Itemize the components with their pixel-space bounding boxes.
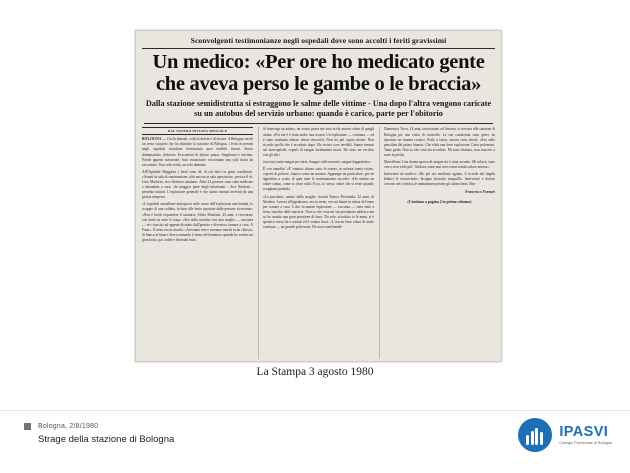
dateline: BOLOGNA —	[142, 137, 167, 142]
logo-text	[559, 425, 612, 446]
paragraph	[142, 137, 253, 168]
ipasvi-logo	[518, 418, 612, 452]
paragraph: tracciati, tanto sangue per terra. Sangue sulle macerie, sangue dappertutto».	[263, 160, 372, 164]
paragraph: All'Ospedale Maggiore i feriti sono 44, di cui dieci in gravi condizioni. «Avanti in sala di rianimazione, altri ancora in sala operatoria», precisa il dr. Lino Marfioni, vice direttore sanitario. Altre 22 persone sono state medicate e rimandate a casa. «In maggior parte degli infortunati – dice Nardoni – presenta ustioni. L'esplosione generale è che siamo rimasti investiti da una grossa tempesta.	[142, 169, 253, 200]
article-column-1	[142, 127, 253, 359]
article-column-2	[258, 127, 374, 359]
article-headline	[141, 52, 496, 95]
paragraph: Si interroga un attimo, un vostro passa nei suoi occhi ancora colmi di quegli attimi: «Poi me è è stata anche una scossa. Un esplosione — continua — ed è stato sostituita adesso ritirai retrocesii. Non ho più capito niente. Non ricordo quello che è accaduto dopo. Ho rivisto cose terribili. Siamo rimasti sul marciapiede, coperti di sangue lordamento morti. Ho visto un vecchio con gli altri	[263, 127, 374, 157]
headline-line-2: che aveva perso le gambe o le braccia»	[155, 72, 482, 95]
column-byline: DAL NOSTRO INVIATO SPECIALE	[142, 127, 253, 135]
footer-title: Strage della stazione di Bologna	[38, 434, 175, 445]
page-footer	[0, 410, 630, 473]
paragraph: Marcellano. Una donna sporca di sangue mi è stata accanto. Mi urlava, sono cieco, non vedo più'. Gridava come non avevo mai sentito urlare ancora».	[384, 160, 495, 170]
article-kicker: Sconvolgenti testimonianze negli ospedali dove sono accolti i feriti gravissimi	[142, 36, 495, 49]
bullet-marker-icon	[24, 423, 31, 430]
logo-subtitle: Collegio Provinciale di Bologna	[559, 441, 612, 446]
paragraph: Domenico Triva, 24 anni, terrorizzato ad Ancona, si trovava alla stazione di Bologna per una visita di controllo. Le sue condizioni sono gravi, ha riportato un trauma cranico. Parla a fatica, ancora sotto shock: «Ero sulla pensilina del primo binario. Che sfida una forte esplosione. Certo polveroni. Tante grida. Non so che cosa sia accaduto. Mi sono sbattuto, non riuscivo a stare in piedi».	[384, 127, 495, 157]
newspaper-clipping	[135, 30, 502, 362]
article-signature: Francesco Fornari	[465, 190, 495, 195]
footer-text-block	[38, 423, 174, 445]
logo-mark-icon	[518, 418, 552, 452]
clipping-content	[140, 34, 497, 358]
article-columns	[140, 127, 497, 359]
logo-name: IPASVI	[559, 423, 609, 440]
footer-meta: Bologna, 2/8/1980	[38, 423, 99, 430]
headline-line-1: Un medico: «Per ore ho medicato gente	[152, 51, 485, 73]
paragraph-text: Occhi sbarrati, volti di dolore e di terrore. A Bologna cerchi un terzo sciopero che ha distrutto la stazione di Bologna, i feriti ricoverati negli ospedali ricordano terrorizzato quei terribili istanti. Storie drammatiche, dolorose. Evocazioni di dolore, paura. Singhiozzi e lacrime. Parole appena sussurrate, frasi smozzicate: raccontano una sola storia da raccontare. Una sola verità, un solo dramma.	[142, 137, 253, 167]
paragraph: «La proclami, sentito dalla moglie, ricorda Franco Peritonda, 32 anni, di Modena. Lavora all'ippodromo, era in treno, era sui binari in attesa del treno per tornare a casa. L'«ho vicinanze esplosione — racconta — sono tutto a terra, travolto dalle macerie. Non so che cosa mi sia precipitato addosso ma so ho sentito una gran pressione di ferro. Da solo, scivolato io le mani, si è sportivo verso lui e ustioni ed è venuto fuori. «L'ora un forte odore di acido continua — un grande polverone. Ho visto tanti bambi-	[263, 194, 374, 230]
article-column-3	[379, 127, 495, 359]
image-caption: La Stampa 3 agosto 1980	[256, 366, 374, 378]
article-subheadline: Dalla stazione semidistrutta si estraggono le salme delle vittime - Una dopo l'altra vengono caricate su un autobus del servizio urbano: quando è carico, parte per l'obitorio	[144, 99, 493, 124]
paragraph: «L'ospedale sanzalbare anticipossi sulle cause dell'esplosione una bomba, lo scoppio di una caldaia, in base alle ferite riportate dalle persone ricoverate» «Non è facile rispondere il sanitario. Silvio Monfarti, 43 anni, è ricoverato con ferite su tutto il corpo. «Ero nella stazione con mia moglie — racconta — ero riuscito ad appena distratto dall'gemito e diversivo tornare a casa. A Fano». Il treno era in ritardo: «Avevamo sete e stavamo entrati in un chiosco, di fianco al binari. Stava entrando il treno nel benzitore quando ho sentito un gran botto, poi cadde e diventati buio.	[142, 202, 253, 243]
paragraph: È con inaudito' «E' rimasto chiuso sotto le rovine, in un'area trenta vicino, coperti di polvere, bianco come un marmo. Apprange un particolare, poi ne approfitta a scatto di quei tutte le testimonianze raccolte: «Ho sentito un odore strano, come si fosse solfa. Ecco, lo stesso odore che si sente quando scoppiano petardi».	[263, 167, 374, 192]
article-continuation: (Continua a pagina 2 in prima colonna)	[407, 199, 472, 204]
paragraph: Interviene un medico: «Ho per ore medicato agitato, il ricordo dei tingibi bilanci le terroristiche, bisogna lasciarla tranquillo. Interveniri e dottori corrono nei corridoi, le ambulanze portano gli ultimi feriti. Bra-	[384, 172, 495, 187]
